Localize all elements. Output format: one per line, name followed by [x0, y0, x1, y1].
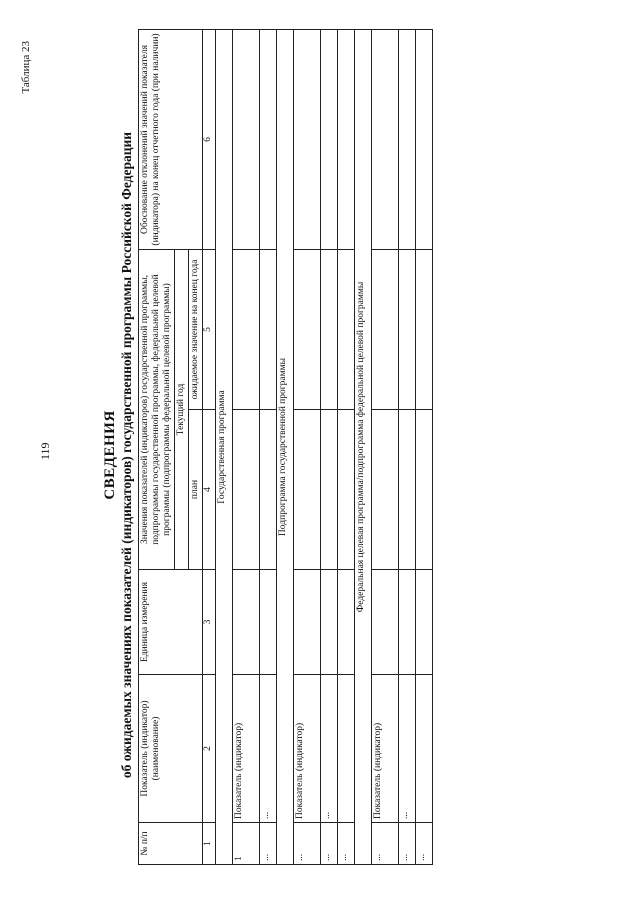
table-row [259, 30, 276, 865]
row-number: ... [337, 823, 354, 865]
table-row [320, 30, 337, 865]
document-subtitle: об ожидаемых значениях показателей (индикаторов) государственной программы Российской Федерации [119, 131, 134, 779]
column-number: 6 [202, 30, 215, 250]
row-number: 1 [232, 823, 259, 865]
indicator-name: Показатель (индикатор) [371, 675, 398, 823]
section-title: Федеральная целевая программа/подпрограмма федеральной целевой программы [354, 30, 371, 865]
header-justification: Обоснование отклонений значений показателя (индикатора) на конец отчетного года (при наличии) [139, 30, 203, 250]
indicator-name: ... [320, 675, 337, 823]
header-values: Значения показателей (индикаторов) государственной программы, подпрограммы государственной программы, федеральной целевой программы (подпрограммы федеральной целевой программы) [139, 250, 175, 570]
page-number: 119 [38, 442, 52, 460]
table-label: Таблица 23 [20, 41, 32, 94]
column-number: 1 [202, 823, 215, 865]
column-number: 5 [202, 250, 215, 410]
row-number: ... [259, 823, 276, 865]
row-number: ... [398, 823, 415, 865]
indicators-table [138, 29, 433, 865]
header-plan: план [188, 410, 202, 570]
indicator-name: ... [398, 675, 415, 823]
row-number: ... [320, 823, 337, 865]
row-number: ... [415, 823, 432, 865]
row-number: ... [293, 823, 320, 865]
table-row [232, 30, 259, 865]
indicator-name: ... [259, 675, 276, 823]
indicator-name: Показатель (индикатор) [232, 675, 259, 823]
table-row [337, 30, 354, 865]
table-row [415, 30, 432, 865]
header-number: № п/п [139, 823, 203, 865]
table-row [293, 30, 320, 865]
section-title: Государственная программа [215, 30, 232, 865]
header-expected: ожидаемое значение на конец года [188, 250, 202, 410]
section-title: Подпрограмма государственной программы [276, 30, 293, 865]
header-indicator: Показатель (индикатор) (наименование) [139, 675, 203, 823]
header-current-year: Текущий год [174, 250, 188, 570]
document-title: СВЕДЕНИЯ [102, 410, 118, 500]
column-number: 3 [202, 570, 215, 675]
rotated-sheet [20, 25, 620, 885]
column-number: 2 [202, 675, 215, 823]
table-row [371, 30, 398, 865]
column-numbers-row [202, 30, 215, 865]
table-row [398, 30, 415, 865]
header-unit: Единица измерения [139, 570, 203, 675]
row-number: ... [371, 823, 398, 865]
column-number: 4 [202, 410, 215, 570]
indicator-name: Показатель (индикатор) [293, 675, 320, 823]
